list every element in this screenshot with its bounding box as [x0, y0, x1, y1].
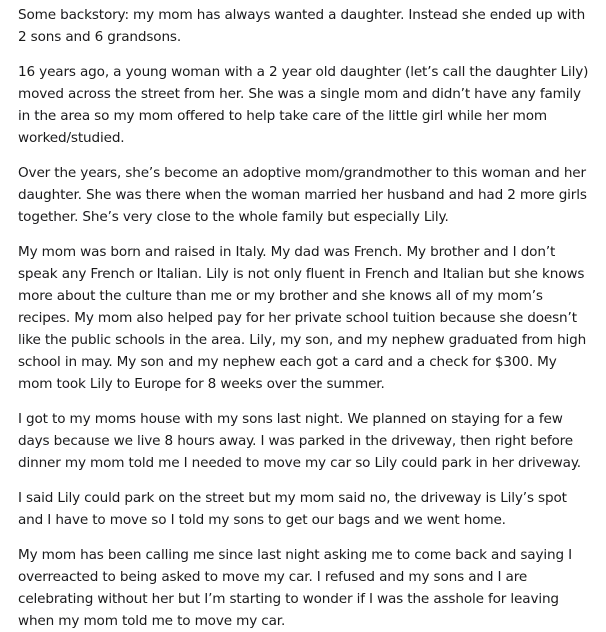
paragraph-neighbor: 16 years ago, a young woman with a 2 year old daughter (let’s call the daughter Lily) moved across the street from her. She was a single mom and didn’t have any family in the area so my mom offered to help take care of the little girl while her mom worked/studied. — [18, 64, 589, 146]
paragraph-backstory: Some backstory: my mom has always wanted a daughter. Instead she ended up with 2 sons and 6 grandsons. — [18, 7, 586, 45]
paragraph-family-background: My mom was born and raised in Italy. My dad was French. My brother and I don’t speak any French or Italian. Lily is not only fluent in French and Italian but she knows more about the culture than me or my brother and she knows all of my mom’s recipes. My mom also helped pay for her private school tuition because she doesn’t like the public schools in the area. Lily, my son, and my nephew graduated from high school in may. My son and my nephew each got a card and a check for $300. My mom took Lily to Europe for 8 weeks over the summer. — [18, 244, 587, 392]
paragraph-aftermath: My mom has been calling me since last night asking me to come back and saying I overreacted to being asked to move my car. I refused and my sons and I are celebrating without her but I’m starting to wonder if I was the asshole for leaving when my mom told me to move my car. — [18, 547, 572, 629]
paragraph-visit: I got to my moms house with my sons last night. We planned on staying for a few days because we live 8 hours away. I was parked in the driveway, then right before dinner my mom told me I needed to move my car so Lily could park in her driveway. — [18, 411, 581, 471]
paragraph-adoptive-family: Over the years, she’s become an adoptive mom/grandmother to this woman and her daughter. She was there when the woman married her husband and had 2 more girls together. She’s very close to the whole family but especially Lily. — [18, 165, 587, 225]
paragraph-driveway: I said Lily could park on the street but my mom said no, the driveway is Lily’s spot and I have to move so I told my sons to get our bags and we went home. — [18, 490, 567, 528]
